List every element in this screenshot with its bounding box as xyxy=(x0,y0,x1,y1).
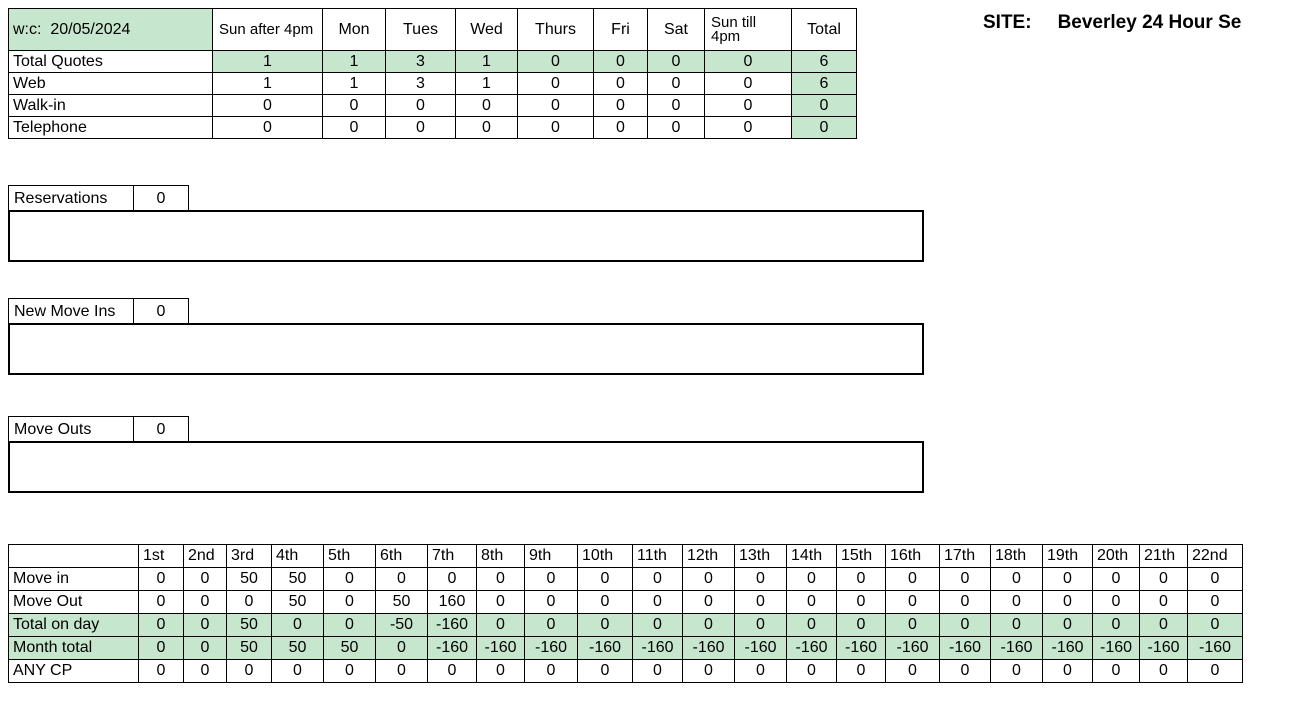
month-value-cell: 0 xyxy=(272,660,324,683)
month-day-header: 13th xyxy=(735,545,787,568)
week-header-cell: Sun after 4pm xyxy=(213,9,323,51)
month-value-cell: 0 xyxy=(683,660,735,683)
month-value-cell: 0 xyxy=(735,660,787,683)
month-value-cell: 0 xyxy=(1188,660,1243,683)
week-value-cell: 0 xyxy=(705,117,792,139)
month-value-cell: 0 xyxy=(477,591,525,614)
week-header-cell: Fri xyxy=(594,9,648,51)
week-value-cell: 0 xyxy=(705,95,792,117)
month-value-cell: 50 xyxy=(272,591,324,614)
month-value-cell: 0 xyxy=(886,660,940,683)
month-value-cell: 0 xyxy=(886,568,940,591)
month-value-cell: 0 xyxy=(991,660,1043,683)
month-day-header: 9th xyxy=(525,545,578,568)
week-total-cell: 0 xyxy=(792,117,857,139)
week-value-cell: 3 xyxy=(386,51,456,73)
week-value-cell: 0 xyxy=(323,117,386,139)
month-value-cell: 0 xyxy=(272,614,324,637)
month-value-cell: 0 xyxy=(139,591,184,614)
month-day-header: 16th xyxy=(886,545,940,568)
month-row-label: Month total xyxy=(9,637,139,660)
month-value-cell: 0 xyxy=(578,660,633,683)
month-value-cell: 0 xyxy=(787,568,837,591)
week-value-cell: 0 xyxy=(386,117,456,139)
move-outs-label: Move Outs xyxy=(8,416,134,441)
month-value-cell: -160 xyxy=(525,637,578,660)
week-value-cell: 0 xyxy=(648,73,705,95)
month-day-header: 1st xyxy=(139,545,184,568)
month-day-header: 8th xyxy=(477,545,525,568)
month-value-cell: 0 xyxy=(525,660,578,683)
month-value-cell: 0 xyxy=(787,660,837,683)
month-value-cell: 0 xyxy=(1140,660,1188,683)
month-value-cell: 0 xyxy=(683,568,735,591)
week-header-cell: Tues xyxy=(386,9,456,51)
month-value-cell: -160 xyxy=(940,637,991,660)
month-value-cell: 0 xyxy=(837,591,886,614)
week-value-cell: 1 xyxy=(323,51,386,73)
month-day-header: 3rd xyxy=(227,545,272,568)
month-day-header: 22nd xyxy=(1188,545,1243,568)
month-value-cell: 0 xyxy=(633,660,683,683)
week-value-cell: 0 xyxy=(705,73,792,95)
month-value-cell: 50 xyxy=(227,637,272,660)
month-value-cell: 0 xyxy=(1188,591,1243,614)
month-value-cell: 0 xyxy=(578,591,633,614)
month-value-cell: 0 xyxy=(837,660,886,683)
month-row xyxy=(9,614,1243,637)
month-day-header: 5th xyxy=(324,545,376,568)
week-value-cell: 0 xyxy=(386,95,456,117)
week-value-cell: 0 xyxy=(594,73,648,95)
month-value-cell: 0 xyxy=(633,568,683,591)
site-title xyxy=(983,12,1241,34)
month-value-cell: 0 xyxy=(1140,568,1188,591)
week-value-cell: 0 xyxy=(518,51,594,73)
month-value-cell: 0 xyxy=(139,637,184,660)
month-value-cell: 0 xyxy=(1140,614,1188,637)
month-value-cell: 0 xyxy=(633,591,683,614)
month-value-cell: 50 xyxy=(376,591,428,614)
month-day-header: 6th xyxy=(376,545,428,568)
month-day-header: 21th xyxy=(1140,545,1188,568)
week-row-label: Web xyxy=(9,73,213,95)
month-row xyxy=(9,591,1243,614)
site-name: Beverley 24 Hour Se xyxy=(1057,12,1242,33)
week-value-cell: 0 xyxy=(456,95,518,117)
month-value-cell: 0 xyxy=(940,591,991,614)
month-value-cell: -160 xyxy=(428,614,477,637)
month-value-cell: 0 xyxy=(735,614,787,637)
month-value-cell: 0 xyxy=(227,660,272,683)
month-row-label: Total on day xyxy=(9,614,139,637)
week-header-cell: Mon xyxy=(323,9,386,51)
month-value-cell: 0 xyxy=(1140,591,1188,614)
month-value-cell: 0 xyxy=(525,614,578,637)
month-corner-cell xyxy=(9,545,139,568)
reservations-count: 0 xyxy=(134,185,189,210)
month-value-cell: 0 xyxy=(578,614,633,637)
month-value-cell: 0 xyxy=(1043,591,1093,614)
month-day-header: 2nd xyxy=(184,545,227,568)
week-commencing-label: w:c: xyxy=(13,20,42,38)
month-value-cell: 0 xyxy=(787,591,837,614)
week-header-cell: Total xyxy=(792,9,857,51)
month-value-cell: 0 xyxy=(1093,614,1140,637)
week-row xyxy=(9,117,857,139)
week-value-cell: 1 xyxy=(456,51,518,73)
month-value-cell: 0 xyxy=(578,568,633,591)
week-header-cell: Sun till 4pm xyxy=(705,9,792,51)
week-header-cell: Sat xyxy=(648,9,705,51)
month-row xyxy=(9,568,1243,591)
month-value-cell: 0 xyxy=(184,660,227,683)
month-value-cell: 0 xyxy=(376,568,428,591)
week-value-cell: 0 xyxy=(213,95,323,117)
month-value-cell: 0 xyxy=(324,660,376,683)
move-outs-notes-area[interactable] xyxy=(8,441,924,493)
month-value-cell: 0 xyxy=(886,614,940,637)
month-value-cell: 0 xyxy=(683,614,735,637)
week-value-cell: 0 xyxy=(456,117,518,139)
month-value-cell: 50 xyxy=(272,637,324,660)
week-value-cell: 0 xyxy=(705,51,792,73)
month-value-cell: 50 xyxy=(324,637,376,660)
week-header-cell: Thurs xyxy=(518,9,594,51)
month-value-cell: 0 xyxy=(1043,614,1093,637)
month-value-cell: 0 xyxy=(991,614,1043,637)
month-value-cell: -160 xyxy=(683,637,735,660)
week-commencing-cell xyxy=(9,9,213,51)
month-value-cell: -160 xyxy=(633,637,683,660)
week-value-cell: 0 xyxy=(594,51,648,73)
week-header-cell: Wed xyxy=(456,9,518,51)
month-value-cell: 160 xyxy=(428,591,477,614)
month-value-cell: 0 xyxy=(940,568,991,591)
month-value-cell: 0 xyxy=(837,614,886,637)
month-value-cell: -160 xyxy=(1188,637,1243,660)
week-value-cell: 0 xyxy=(518,117,594,139)
week-row-label: Walk-in xyxy=(9,95,213,117)
week-value-cell: 0 xyxy=(518,73,594,95)
month-value-cell: 0 xyxy=(735,568,787,591)
month-value-cell: 0 xyxy=(525,568,578,591)
week-value-cell: 1 xyxy=(213,73,323,95)
month-value-cell: -160 xyxy=(1043,637,1093,660)
month-value-cell: -50 xyxy=(376,614,428,637)
month-value-cell: 0 xyxy=(139,660,184,683)
month-value-cell: -160 xyxy=(477,637,525,660)
week-value-cell: 1 xyxy=(213,51,323,73)
month-day-header: 20th xyxy=(1093,545,1140,568)
week-value-cell: 0 xyxy=(648,117,705,139)
month-value-cell: 0 xyxy=(735,591,787,614)
month-value-cell: 0 xyxy=(940,660,991,683)
month-value-cell: 0 xyxy=(1043,660,1093,683)
month-value-cell: 0 xyxy=(324,591,376,614)
week-commencing-date: 20/05/2024 xyxy=(50,20,131,38)
month-value-cell: 50 xyxy=(227,568,272,591)
month-row-label: Move in xyxy=(9,568,139,591)
month-value-cell: 0 xyxy=(633,614,683,637)
week-value-cell: 1 xyxy=(456,73,518,95)
month-value-cell: 0 xyxy=(1093,591,1140,614)
month-value-cell: 0 xyxy=(525,591,578,614)
weekly-quotes-table xyxy=(8,8,857,139)
week-total-cell: 6 xyxy=(792,51,857,73)
week-header-row xyxy=(9,9,857,51)
week-value-cell: 0 xyxy=(518,95,594,117)
month-value-cell: 0 xyxy=(683,591,735,614)
month-value-cell: 0 xyxy=(1188,568,1243,591)
month-value-cell: -160 xyxy=(735,637,787,660)
month-value-cell: 50 xyxy=(227,614,272,637)
month-day-header: 15th xyxy=(837,545,886,568)
week-row xyxy=(9,51,857,73)
monthly-movement-table xyxy=(8,544,1243,683)
month-value-cell: 0 xyxy=(940,614,991,637)
month-row-label: ANY CP xyxy=(9,660,139,683)
month-day-header: 18th xyxy=(991,545,1043,568)
month-value-cell: 0 xyxy=(428,568,477,591)
month-value-cell: -160 xyxy=(787,637,837,660)
month-day-header: 17th xyxy=(940,545,991,568)
reservations-notes-area[interactable] xyxy=(8,210,924,262)
month-day-header: 7th xyxy=(428,545,477,568)
month-value-cell: 0 xyxy=(1093,568,1140,591)
month-value-cell: 0 xyxy=(477,660,525,683)
month-value-cell: 0 xyxy=(991,568,1043,591)
month-value-cell: 0 xyxy=(1093,660,1140,683)
month-value-cell: 0 xyxy=(837,568,886,591)
month-value-cell: -160 xyxy=(886,637,940,660)
month-row xyxy=(9,637,1243,660)
month-value-cell: 0 xyxy=(1188,614,1243,637)
month-value-cell: 0 xyxy=(376,637,428,660)
month-row xyxy=(9,660,1243,683)
month-value-cell: 0 xyxy=(227,591,272,614)
month-value-cell: 0 xyxy=(787,614,837,637)
month-value-cell: 0 xyxy=(886,591,940,614)
month-value-cell: -160 xyxy=(428,637,477,660)
week-value-cell: 3 xyxy=(386,73,456,95)
month-value-cell: 0 xyxy=(477,568,525,591)
month-day-header: 14th xyxy=(787,545,837,568)
month-value-cell: 0 xyxy=(184,614,227,637)
month-day-header: 12th xyxy=(683,545,735,568)
new-move-ins-notes-area[interactable] xyxy=(8,323,924,375)
month-value-cell: 0 xyxy=(376,660,428,683)
week-value-cell: 1 xyxy=(323,73,386,95)
week-total-cell: 6 xyxy=(792,73,857,95)
week-row-label: Total Quotes xyxy=(9,51,213,73)
week-value-cell: 0 xyxy=(594,117,648,139)
month-day-header: 11th xyxy=(633,545,683,568)
week-row xyxy=(9,73,857,95)
month-value-cell: 0 xyxy=(428,660,477,683)
month-value-cell: 0 xyxy=(139,614,184,637)
month-day-header: 19th xyxy=(1043,545,1093,568)
week-row xyxy=(9,95,857,117)
month-value-cell: 0 xyxy=(324,568,376,591)
month-value-cell: -160 xyxy=(1093,637,1140,660)
site-label: SITE: xyxy=(983,12,1032,33)
month-value-cell: -160 xyxy=(578,637,633,660)
month-header-row xyxy=(9,545,1243,568)
month-day-header: 4th xyxy=(272,545,324,568)
week-value-cell: 0 xyxy=(594,95,648,117)
new-move-ins-count: 0 xyxy=(134,298,189,323)
month-value-cell: 0 xyxy=(1043,568,1093,591)
month-value-cell: 0 xyxy=(184,568,227,591)
new-move-ins-label: New Move Ins xyxy=(8,298,134,323)
reservations-label: Reservations xyxy=(8,185,134,210)
month-value-cell: 0 xyxy=(477,614,525,637)
month-row-label: Move Out xyxy=(9,591,139,614)
month-value-cell: 0 xyxy=(184,591,227,614)
month-value-cell: 0 xyxy=(184,637,227,660)
month-value-cell: -160 xyxy=(837,637,886,660)
month-value-cell: 0 xyxy=(991,591,1043,614)
week-value-cell: 0 xyxy=(213,117,323,139)
month-value-cell: 0 xyxy=(139,568,184,591)
week-value-cell: 0 xyxy=(648,95,705,117)
month-value-cell: 0 xyxy=(324,614,376,637)
move-outs-count: 0 xyxy=(134,416,189,441)
month-day-header: 10th xyxy=(578,545,633,568)
month-value-cell: 50 xyxy=(272,568,324,591)
week-value-cell: 0 xyxy=(323,95,386,117)
week-total-cell: 0 xyxy=(792,95,857,117)
week-value-cell: 0 xyxy=(648,51,705,73)
month-value-cell: -160 xyxy=(1140,637,1188,660)
month-value-cell: -160 xyxy=(991,637,1043,660)
week-row-label: Telephone xyxy=(9,117,213,139)
